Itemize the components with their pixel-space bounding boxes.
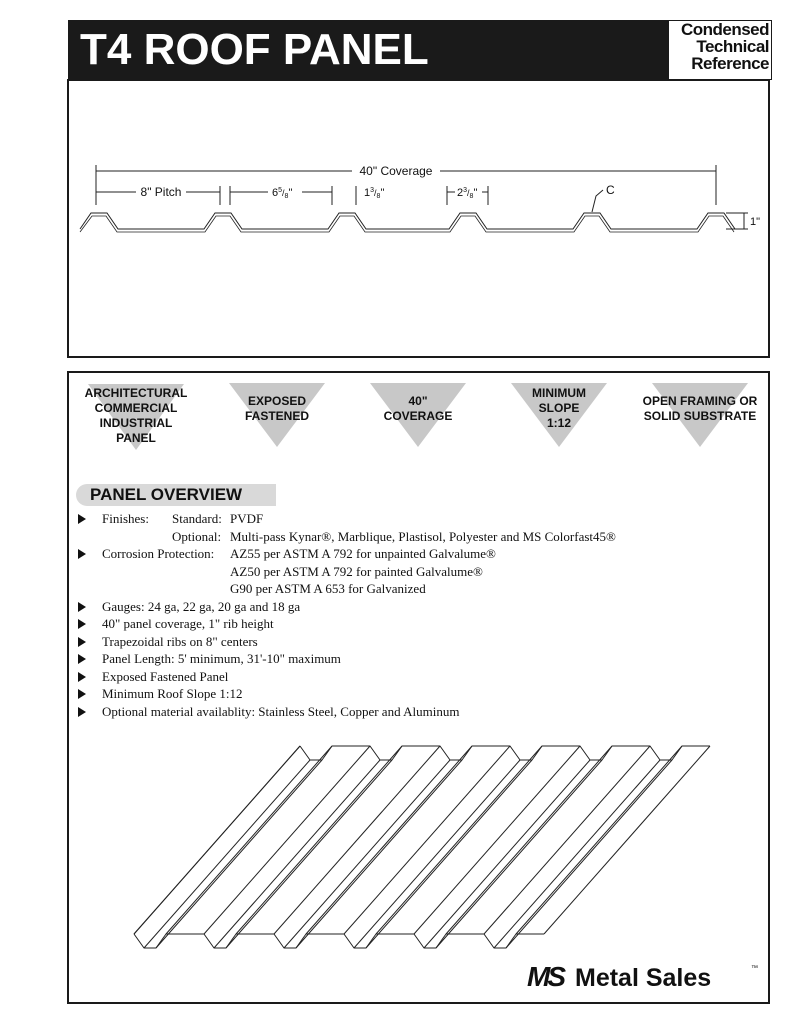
corner-c-label: C	[606, 183, 615, 197]
ctr-line-1: Condensed	[680, 20, 769, 39]
feature-open-framing: OPEN FRAMING OR SOLID SUBSTRATE	[642, 394, 758, 423]
feature-minimum-slope: MINIMUM SLOPE 1:12	[532, 386, 586, 430]
panel-edge-line	[344, 746, 510, 934]
panel-edge-line	[166, 746, 332, 934]
page-title: T4 ROOF PANEL	[80, 25, 429, 74]
panel-edge-line	[274, 746, 440, 934]
feature-40-coverage: 40" COVERAGE	[383, 394, 453, 423]
svg-text:™: ™	[751, 965, 758, 972]
ctr-line-2: Technical	[696, 37, 769, 56]
feature-exposed-fastened: EXPOSED FASTENED	[244, 394, 309, 423]
panel-edge-line	[446, 746, 612, 934]
rib-height-label: 1"	[750, 216, 761, 228]
dim-2-3-8-label: $2^3_/8$"	[457, 187, 478, 200]
panel-edge-line	[414, 746, 580, 934]
pitch-label: 8" Pitch	[140, 185, 182, 199]
panel-edge-line	[236, 746, 402, 934]
panel-edge-line	[306, 746, 472, 934]
panel-edge-line	[516, 746, 682, 934]
panel-edge-line	[134, 746, 300, 934]
panel-profile-line	[134, 934, 544, 948]
panel-edge-line	[376, 746, 542, 934]
panel-edge-line	[144, 760, 310, 948]
panel-edge-line	[204, 746, 370, 934]
ctr-line-3: Reference	[691, 54, 769, 73]
coverage-label: 40" Coverage	[359, 164, 433, 178]
metal-sales-logo	[525, 958, 765, 992]
svg-text:MS: MS	[527, 961, 563, 992]
panel-edge-line	[506, 760, 672, 948]
overview-heading: PANEL OVERVIEW	[90, 485, 243, 504]
feature-architectural-panel: ARCHITECTURAL COMMERCIAL INDUSTRIAL PANEL	[84, 386, 188, 445]
ms-logo-mark	[525, 958, 765, 992]
panel-edge-line	[544, 746, 710, 934]
svg-text:Metal Sales: Metal Sales	[575, 964, 712, 992]
dim-6-5-8-label: $6^5_/8$"	[272, 187, 293, 200]
panel-edge-line	[484, 746, 650, 934]
dim-1-3-8-label: $1^3_/8$"	[364, 187, 385, 200]
